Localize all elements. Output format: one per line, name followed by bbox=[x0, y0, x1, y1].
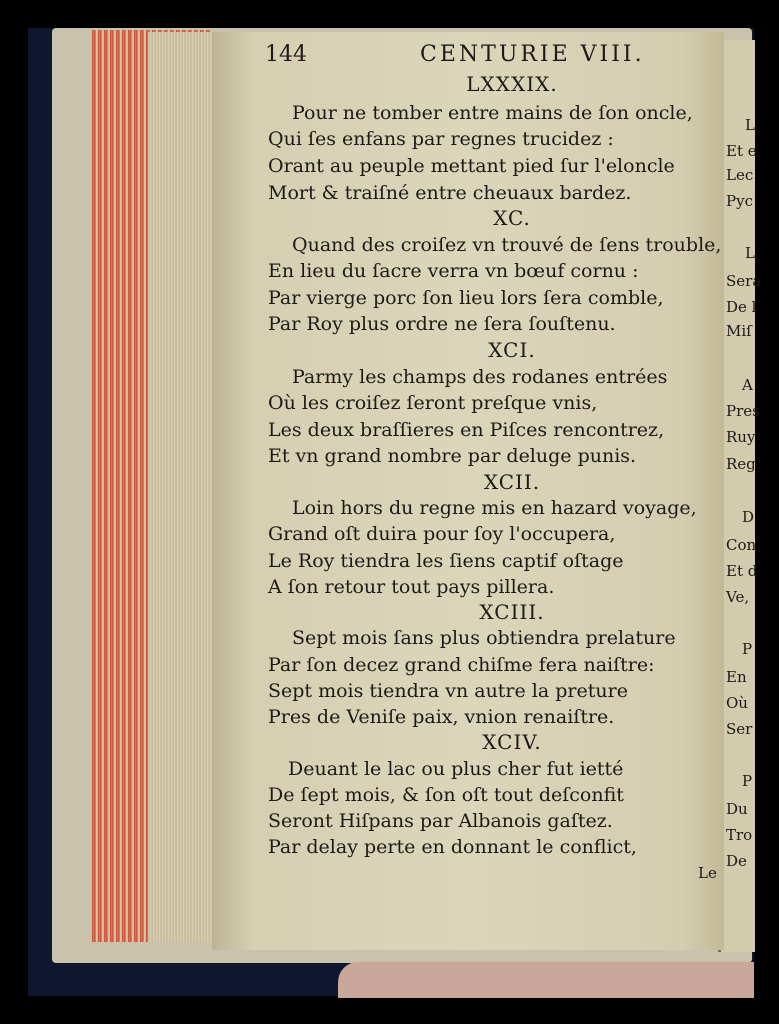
facing-page-fragment: Lec bbox=[726, 166, 754, 184]
verse-line: Par ſon decez grand chiſme fera naiſtre: bbox=[268, 654, 655, 676]
quatrain-number: XCII. bbox=[483, 470, 541, 494]
running-title: CENTURIE VIII. bbox=[420, 42, 645, 67]
facing-page-fragment: En bbox=[726, 668, 747, 686]
facing-page-fragment: Pyc bbox=[726, 192, 753, 210]
facing-page-fragment: Pres bbox=[726, 402, 760, 420]
verse-line: Mort & traiſné entre cheuaux bardez. bbox=[268, 182, 632, 204]
verse-line: Par vierge porc ſon lieu lors ſera comble, bbox=[268, 287, 664, 309]
verse-line: Orant au peuple mettant pied ſur l'eloncle bbox=[268, 155, 675, 177]
verse-line: A ſon retour tout pays pillera. bbox=[268, 576, 555, 598]
verse-line: Sept mois ſans plus obtiendra prelature bbox=[292, 627, 676, 649]
facing-page-fragment: L bbox=[745, 244, 755, 262]
quatrain-number: XCI. bbox=[488, 338, 536, 362]
facing-page-fragment: Et e bbox=[726, 142, 757, 160]
facing-page-fragment: De bbox=[726, 852, 747, 870]
facing-page-fragment: P bbox=[742, 640, 753, 658]
facing-page-fragment: D bbox=[742, 508, 755, 526]
verse-line: Pour ne tomber entre mains de ſon oncle, bbox=[292, 102, 693, 124]
verse-line: Seront Hiſpans par Albanois gaſtez. bbox=[268, 810, 613, 832]
facing-page-fragment: Reg bbox=[726, 455, 756, 473]
facing-page-fragment: Ruy bbox=[726, 428, 756, 446]
verse-line: Parmy les champs des rodanes entrées bbox=[292, 366, 668, 388]
facing-page-fragment: P bbox=[742, 772, 753, 790]
verse-line: Pres de Veniſe paix, vnion renaiſtre. bbox=[268, 706, 615, 728]
facing-page-fragment: Du bbox=[726, 800, 748, 818]
verse-line: Le Roy tiendra les ſiens captif oſtage bbox=[268, 550, 624, 572]
verse-line: Qui ſes enfans par regnes trucidez : bbox=[268, 128, 614, 150]
verse-line: Où les croiſez ſeront preſque vnis, bbox=[268, 392, 598, 414]
facing-page-fragment: Ve, bbox=[726, 588, 750, 606]
facing-page-fragment: De l bbox=[726, 298, 757, 316]
facing-page-fragment: Tro bbox=[726, 826, 753, 844]
quatrain-number: XC. bbox=[493, 206, 531, 230]
facing-page-fragment: Et d bbox=[726, 562, 758, 580]
page-number: 144 bbox=[265, 42, 307, 67]
facing-page-fragment: A bbox=[742, 376, 753, 394]
verse-line: En lieu du ſacre verra vn bœuf cornu : bbox=[268, 260, 639, 282]
facing-page-fragment: L bbox=[745, 116, 755, 134]
facing-page-fragment: Ser bbox=[726, 720, 753, 738]
verse-line: Grand oſt duira pour ſoy l'occupera, bbox=[268, 523, 616, 545]
quatrain-number: XCIII. bbox=[479, 600, 545, 624]
facing-page-fragment: Sera bbox=[726, 272, 762, 290]
facing-page-fragment: Où bbox=[726, 694, 748, 712]
verse-line: Deuant le lac ou plus cher fut ietté bbox=[288, 758, 624, 780]
facing-page-fragment: Con bbox=[726, 536, 757, 554]
verse-line: Quand des croiſez vn trouvé de ſens trouble, bbox=[292, 234, 722, 256]
verse-line: Loin hors du regne mis en hazard voyage, bbox=[292, 497, 697, 519]
catchword: Le bbox=[698, 864, 717, 882]
verse-line: Et vn grand nombre par deluge punis. bbox=[268, 445, 637, 467]
quatrain-number: LXXXIX. bbox=[466, 72, 558, 96]
holding-thumb bbox=[338, 962, 754, 998]
verse-line: Par delay perte en donnant le conflict, bbox=[268, 836, 637, 858]
verse-line: Les deux braſſieres en Piſces rencontrez, bbox=[268, 419, 665, 441]
quatrain-number: XCIV. bbox=[482, 730, 542, 754]
verse-line: Sept mois tiendra vn autre la preture bbox=[268, 680, 628, 702]
verse-line: De ſept mois, & ſon oſt tout deſconfit bbox=[268, 784, 624, 806]
facing-page-fragment: Miſ bbox=[726, 322, 752, 340]
verse-line: Par Roy plus ordre ne ſera ſouſtenu. bbox=[268, 313, 616, 335]
page-stack bbox=[148, 32, 218, 942]
